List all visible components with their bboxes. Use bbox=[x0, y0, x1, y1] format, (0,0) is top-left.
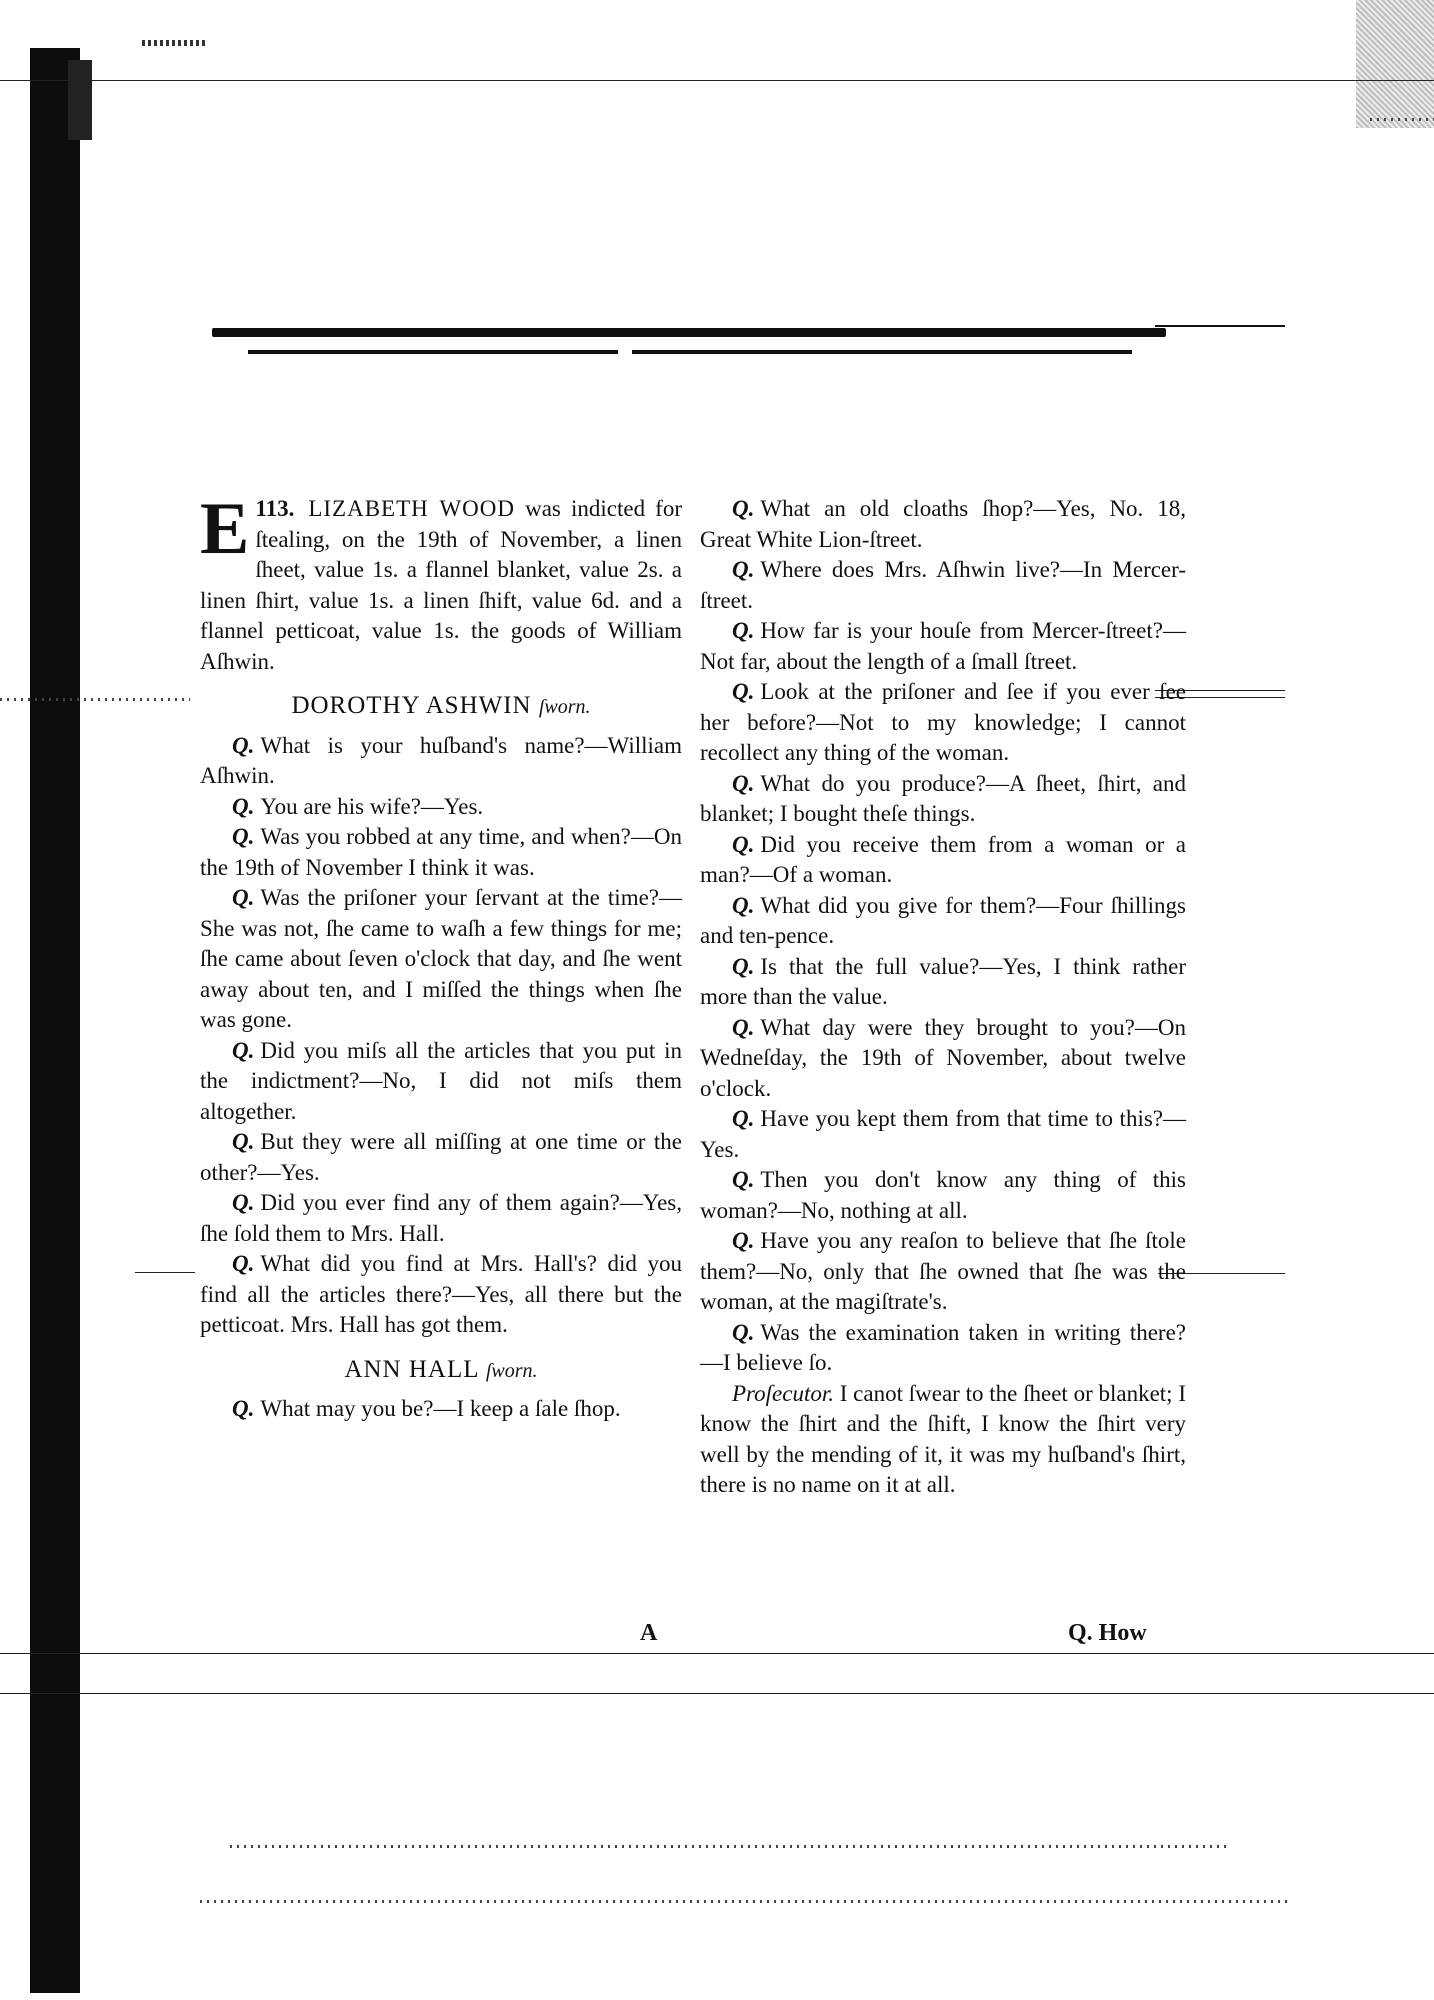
question-mark: Q. bbox=[732, 770, 755, 796]
qa-paragraph bbox=[700, 1165, 1186, 1226]
header-rule-thick bbox=[212, 328, 1166, 337]
qa-paragraph bbox=[200, 1394, 682, 1425]
qa-paragraph bbox=[700, 1226, 1186, 1318]
qa-text: Was the examination taken in writing there?—I believe ſo. bbox=[700, 1319, 1186, 1375]
qa-paragraph bbox=[700, 677, 1186, 769]
binding-edge-notch bbox=[68, 60, 92, 140]
case-opening-paragraph bbox=[200, 488, 682, 677]
qa-paragraph bbox=[700, 952, 1186, 1013]
scan-noise-corner bbox=[1356, 0, 1434, 128]
question-mark: Q. bbox=[732, 1228, 755, 1253]
question-mark: Q. bbox=[732, 953, 755, 979]
qa-text: What day were they brought to you?—On Wedneſday, the 19th of November, about twelve o'clock. bbox=[700, 1014, 1186, 1101]
question-mark: Q. bbox=[232, 793, 255, 819]
question-mark: Q. bbox=[732, 557, 755, 582]
header-rule-thin-left bbox=[248, 350, 618, 354]
scan-guide-line-top bbox=[0, 80, 1434, 81]
qa-text: Did you ever find any of them again?—Yes, ſhe ſold them to Mrs. Hall. bbox=[200, 1190, 682, 1246]
witness-heading-ann-hall bbox=[200, 1355, 682, 1387]
witness-heading-dorothy bbox=[200, 691, 682, 723]
qa-text: Have you kept them from that time to this?—Yes. bbox=[700, 1106, 1186, 1162]
qa-text: What did you find at Mrs. Hall's? did you find all the articles there?—Yes, all there but the petticoat. Mrs. Hall has got them. bbox=[200, 1251, 682, 1337]
question-mark: Q. bbox=[232, 824, 255, 849]
question-mark: Q. bbox=[732, 1319, 755, 1345]
prosecutor-label: Proſecutor. bbox=[732, 1380, 834, 1406]
qa-text: How far is your houſe from Mercer-ſtreet?—Not far, about the length of a ſmall ſtreet. bbox=[700, 618, 1186, 674]
indictment-text: was indicted for ſtealing, on the 19th of November, a linen ſheet, value 1s. a flannel blanket, value 2s. a linen ſhirt, value 1s. a linen ſhift, value 6d. and a flannel petticoat, value 1s. the goods of William Aſhwin. bbox=[200, 496, 682, 674]
qa-text: Is that the full value?—Yes, I think rather more than the value. bbox=[700, 953, 1186, 1009]
qa-text: You are his wife?—Yes. bbox=[260, 793, 484, 819]
qa-text: Look at the priſoner and ſee if you ever ſee her before?—Not to my knowledge; I cannot recollect any thing of the woman. bbox=[700, 679, 1186, 765]
qa-text: What may you be?—I keep a ſale ſhop. bbox=[260, 1396, 621, 1421]
question-mark: Q. bbox=[232, 1190, 255, 1215]
qa-paragraph bbox=[200, 1127, 682, 1188]
header-rule-thin-right bbox=[632, 350, 1132, 354]
prosecutor-statement bbox=[700, 1379, 1186, 1501]
right-column bbox=[700, 494, 1186, 1501]
question-mark: Q. bbox=[732, 618, 755, 643]
qa-text: But they were all miſſing at one time or the other?—Yes. bbox=[200, 1129, 682, 1185]
signature-mark: A bbox=[640, 1620, 658, 1646]
qa-paragraph bbox=[700, 494, 1186, 555]
margin-rule-left bbox=[135, 1272, 195, 1273]
question-mark: Q. bbox=[732, 892, 755, 918]
qa-text: What did you give for them?—Four ſhillings and ten-pence. bbox=[700, 892, 1186, 948]
scan-speck bbox=[142, 40, 208, 46]
qa-paragraph bbox=[200, 792, 682, 823]
qa-paragraph bbox=[200, 883, 682, 1036]
margin-dots-left bbox=[0, 698, 190, 701]
question-mark: Q. bbox=[232, 1251, 255, 1276]
qa-paragraph bbox=[200, 822, 682, 883]
question-mark: Q. bbox=[232, 1129, 255, 1154]
question-mark: Q. bbox=[732, 1014, 755, 1040]
qa-text: What is your huſband's name?—William Aſhwin. bbox=[200, 732, 682, 788]
qa-text: Did you receive them from a woman or a man?—Of a woman. bbox=[700, 831, 1186, 887]
qa-text: What an old cloaths ſhop?—Yes, No. 18, Great White Lion-ſtreet. bbox=[700, 496, 1186, 552]
qa-text: Did you miſs all the articles that you put in the indictment?—No, I did not miſs them altogether. bbox=[200, 1037, 682, 1124]
question-mark: Q. bbox=[232, 1396, 255, 1421]
qa-paragraph bbox=[200, 1036, 682, 1128]
qa-paragraph bbox=[200, 1249, 682, 1341]
sworn-label: ſworn. bbox=[538, 696, 591, 718]
qa-paragraph bbox=[700, 555, 1186, 616]
sworn-label: ſworn. bbox=[485, 1359, 538, 1382]
case-number: 113. bbox=[255, 496, 295, 521]
question-mark: Q. bbox=[232, 1037, 255, 1063]
binding-edge-shadow bbox=[30, 48, 80, 1993]
qa-paragraph bbox=[200, 1188, 682, 1249]
qa-text: Where does Mrs. Aſhwin live?—In Mercer-ſtreet. bbox=[700, 557, 1186, 613]
qa-text: Have you any reaſon to believe that ſhe ſtole them?—No, only that ſhe owned that ſhe was the woman, at the magiſtrate's. bbox=[700, 1228, 1186, 1314]
qa-paragraph bbox=[700, 769, 1186, 830]
question-mark: Q. bbox=[232, 732, 255, 758]
qa-paragraph bbox=[200, 731, 682, 792]
qa-paragraph bbox=[700, 1104, 1186, 1165]
question-mark: Q. bbox=[732, 679, 755, 704]
question-mark: Q. bbox=[732, 1167, 755, 1192]
qa-text: Was the priſoner your ſervant at the time?—She was not, ſhe came to waſh a few things for me; ſhe came about ſeven o'clock that day, and ſhe went away about ten, and I miſſed the things when ſhe was gone. bbox=[200, 885, 682, 1032]
qa-paragraph bbox=[700, 830, 1186, 891]
header-rule-margin bbox=[1155, 325, 1285, 327]
witness-name: ANN HALL bbox=[344, 1355, 479, 1383]
scan-dotted-mark bbox=[1370, 118, 1434, 121]
drop-cap: E bbox=[200, 488, 250, 570]
question-mark: Q. bbox=[232, 885, 255, 910]
qa-paragraph bbox=[700, 1318, 1186, 1379]
qa-paragraph bbox=[700, 891, 1186, 952]
question-mark: Q. bbox=[732, 1106, 755, 1131]
question-mark: Q. bbox=[732, 831, 755, 857]
qa-paragraph bbox=[700, 616, 1186, 677]
question-mark: Q. bbox=[732, 496, 755, 521]
qa-paragraph bbox=[700, 1013, 1186, 1105]
defendant-name: LIZABETH WOOD bbox=[308, 496, 515, 521]
qa-text: Was you robbed at any time, and when?—On the 19th of November I think it was. bbox=[200, 824, 682, 880]
scan-dotted-lower bbox=[230, 1845, 1230, 1848]
scan-guide-line-lower bbox=[0, 1653, 1434, 1654]
witness-name: DOROTHY ASHWIN bbox=[291, 692, 532, 719]
scan-dotted-bottom bbox=[200, 1900, 1290, 1903]
qa-text: Then you don't know any thing of this woman?—No, nothing at all. bbox=[700, 1167, 1186, 1223]
left-column bbox=[200, 488, 682, 1425]
prosecutor-text: I canot ſwear to the ſheet or blanket; I know the ſhirt and the ſhift, I know the ſhirt very well by the mending of it, it was my huſband's ſhirt, there is no name on it at all. bbox=[700, 1380, 1186, 1497]
qa-text: What do you produce?—A ſheet, ſhirt, and blanket; I bought theſe things. bbox=[700, 770, 1186, 826]
catchword: Q. How bbox=[1068, 1620, 1147, 1646]
scan-guide-line-bottom bbox=[0, 1693, 1434, 1694]
